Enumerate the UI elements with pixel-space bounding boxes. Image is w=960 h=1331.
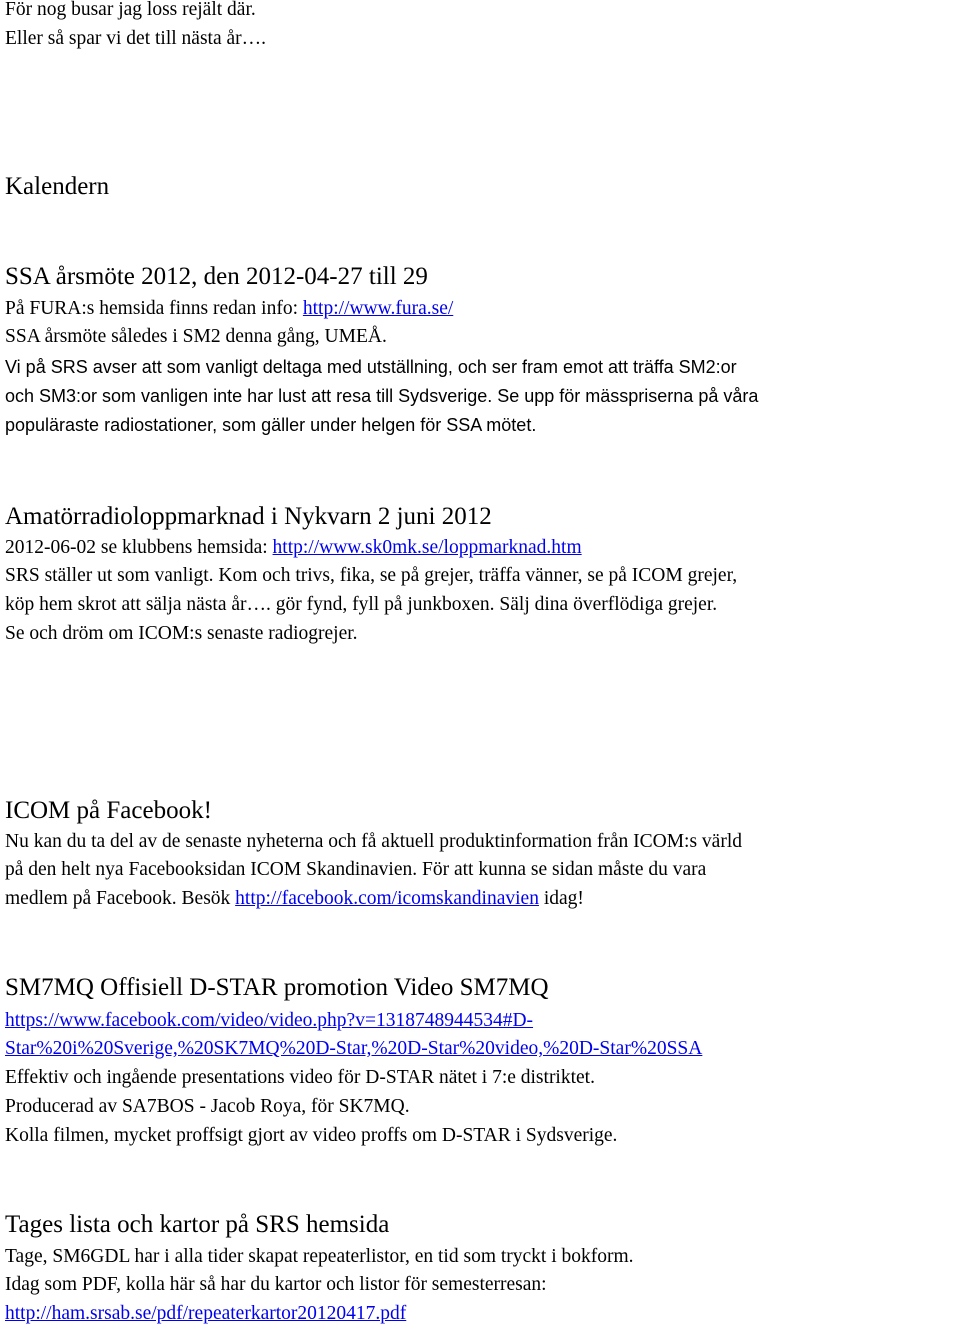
loppmarknad-date-text: 2012-06-02 se klubbens hemsida: bbox=[5, 537, 273, 558]
ssa-heading: SSA årsmöte 2012, den 2012-04-27 till 29 bbox=[5, 263, 428, 290]
dstar-video-link-part-2[interactable]: Star%20i%20Sverige,%20SK7MQ%20D-Star,%20D-Star%20video,%20D-Star%20SSA bbox=[5, 1038, 703, 1059]
dstar-link-line-1 bbox=[5, 1009, 533, 1033]
intro-line-1: För nog busar jag loss rejält där. bbox=[5, 0, 256, 20]
ssa-line-5: populäraste radiostationer, som gäller under helgen för SSA mötet. bbox=[5, 415, 537, 435]
loppmarknad-date-line bbox=[5, 536, 582, 560]
ssa-line-3: Vi på SRS avser att som vanligt deltaga med utställning, och ser fram emot att träffa SM2:or bbox=[5, 357, 737, 377]
ssa-line-4: och SM3:or som vanligen inte har lust att resa till Sydsverige. Se upp för mässpriserna på våra bbox=[5, 386, 759, 406]
intro-line-2: Eller så spar vi det till nästa år…. bbox=[5, 28, 267, 49]
fura-link[interactable]: http://www.fura.se/ bbox=[302, 298, 454, 319]
repeaterkartor-link[interactable]: http://ham.srsab.se/pdf/repeaterkartor20120417.pdf bbox=[5, 1303, 407, 1324]
loppmarknad-heading: Amatörradioloppmarknad i Nykvarn 2 juni 2012 bbox=[5, 503, 492, 530]
dstar-heading: SM7MQ Offisiell D-STAR promotion Video SM7MQ bbox=[5, 974, 549, 1001]
tages-line-2: Idag som PDF, kolla här så har du kartor och listor för semesterresan: bbox=[5, 1274, 547, 1295]
ssa-info-text: På FURA:s hemsida finns redan info: bbox=[5, 298, 303, 319]
tages-heading: Tages lista och kartor på SRS hemsida bbox=[5, 1211, 390, 1238]
dstar-line-1: Effektiv och ingående presentations video för D-STAR nätet i 7:e distriktet. bbox=[5, 1067, 595, 1088]
dstar-video-link-part-1[interactable]: https://www.facebook.com/video/video.php?v=1318748944534#D- bbox=[5, 1010, 534, 1031]
loppmarknad-line-4: Se och dröm om ICOM:s senaste radiogrejer. bbox=[5, 623, 358, 644]
kalendern-heading: Kalendern bbox=[5, 173, 110, 200]
ssa-info-line bbox=[5, 297, 453, 321]
facebook-heading: ICOM på Facebook! bbox=[5, 797, 212, 824]
facebook-link[interactable]: http://facebook.com/icomskandinavien bbox=[235, 888, 539, 909]
loppmarknad-line-3: köp hem skrot att sälja nästa år…. gör fynd, fyll på junkboxen. Sälj dina överflödiga grejer. bbox=[5, 594, 718, 615]
tages-line-1: Tage, SM6GDL har i alla tider skapat repeaterlistor, en tid som tryckt i bokform. bbox=[5, 1246, 634, 1267]
loppmarknad-link[interactable]: http://www.sk0mk.se/loppmarknad.htm bbox=[272, 537, 582, 558]
facebook-line-3 bbox=[5, 887, 584, 911]
facebook-visit-text: medlem på Facebook. Besök bbox=[5, 888, 236, 909]
dstar-line-2: Producerad av SA7BOS - Jacob Roya, för SK7MQ. bbox=[5, 1096, 410, 1117]
dstar-link-line-2 bbox=[5, 1037, 702, 1061]
facebook-line-1: Nu kan du ta del av de senaste nyheterna och få aktuell produktinformation från ICOM:s värld bbox=[5, 831, 742, 852]
facebook-line-2: på den helt nya Facebooksidan ICOM Skandinavien. För att kunna se sidan måste du vara bbox=[5, 859, 707, 880]
facebook-today-text: idag! bbox=[538, 888, 584, 909]
ssa-line-2: SSA årsmöte således i SM2 denna gång, UMEÅ. bbox=[5, 326, 387, 347]
dstar-line-3: Kolla filmen, mycket proffsigt gjort av video proffs om D-STAR i Sydsverige. bbox=[5, 1125, 618, 1146]
tages-link-line bbox=[5, 1302, 406, 1326]
loppmarknad-line-2: SRS ställer ut som vanligt. Kom och trivs, fika, se på grejer, träffa vänner, se på ICOM grejer, bbox=[5, 565, 738, 586]
